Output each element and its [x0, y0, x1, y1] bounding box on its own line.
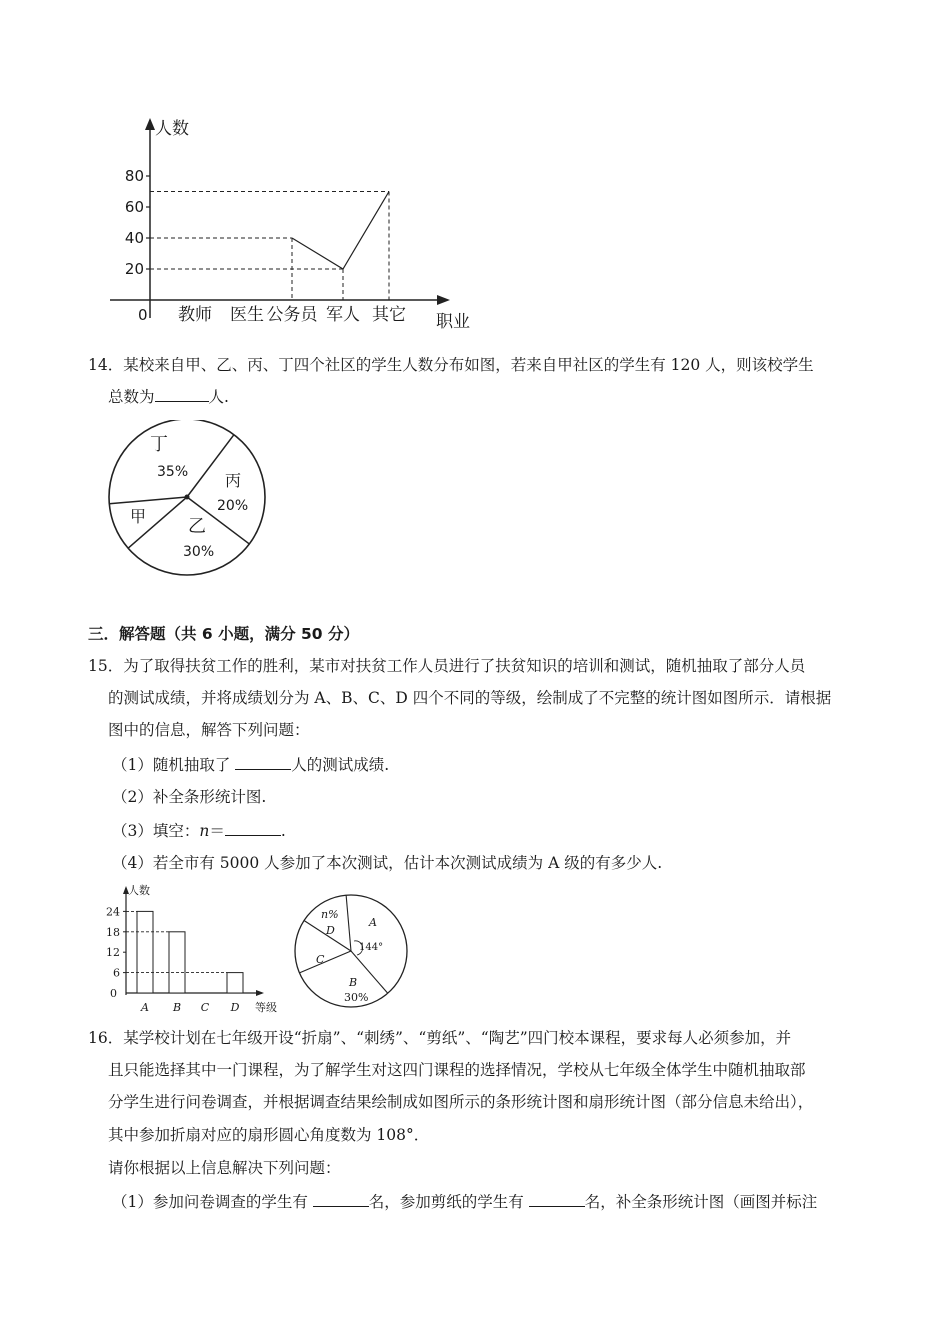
- occupation-line-chart: [100, 110, 490, 335]
- slice-label-d-percent: n%: [321, 908, 339, 921]
- answer-blank[interactable]: [235, 754, 291, 770]
- origin-label: 0: [138, 306, 148, 324]
- question-text: 名，补全条形统计图（画图并标注: [584, 1193, 818, 1211]
- variable-n: n: [199, 822, 210, 840]
- grade-pie-chart: [293, 893, 413, 1013]
- y-tick-label: 24: [106, 905, 120, 919]
- question-text: 总数为: [108, 388, 155, 406]
- question-16-line2: 且只能选择其中一门课程，为了解学生对这四门课程的选择情况，学校从七年级全体学生中随机抽取部: [108, 1061, 806, 1079]
- question-16-line1: [88, 1028, 791, 1048]
- x-axis-label: 职业: [436, 312, 470, 332]
- slice-label-b: B: [349, 976, 358, 989]
- question-15-sub2: （2）补全条形统计图.: [112, 788, 267, 806]
- x-category-label: 军人: [326, 305, 360, 325]
- question-15-line3: 图中的信息，解答下列问题：: [108, 721, 310, 739]
- x-axis-label: 等级: [255, 1001, 277, 1014]
- answer-blank[interactable]: [155, 386, 209, 402]
- y-tick-label: 80: [124, 167, 144, 185]
- question-number: 15．: [88, 657, 124, 675]
- data-line: [292, 192, 389, 270]
- question-15-sub3: [112, 820, 286, 841]
- slice-percent-yi: 30%: [183, 544, 215, 560]
- question-15-line1: [88, 656, 805, 676]
- y-axis-label: 人数: [128, 884, 150, 897]
- slice-label-b-percent: 30%: [344, 991, 369, 1004]
- answer-blank[interactable]: [529, 1191, 585, 1207]
- grade-bar-chart: [100, 880, 290, 1015]
- slice-percent-bing: 20%: [217, 498, 249, 514]
- question-text: （1）参加问卷调查的学生有: [112, 1193, 313, 1211]
- question-number: 16．: [88, 1029, 124, 1047]
- slice-label-ding: 丁: [150, 434, 168, 455]
- community-pie-chart: [105, 420, 270, 585]
- x-category-label: D: [230, 1001, 240, 1014]
- section-title: 三．解答题（共 6 小题，满分 50 分）: [88, 625, 359, 643]
- question-text: （3）填空：: [112, 822, 200, 840]
- y-tick-label: 40: [124, 229, 144, 247]
- y-tick-label: 12: [106, 946, 120, 960]
- pie-center: [185, 495, 190, 500]
- x-category-label: A: [141, 1001, 149, 1014]
- slice-label-jia: 甲: [130, 507, 147, 526]
- question-16-line4: 其中参加折扇对应的扇形圆心角度数为 108°．: [108, 1126, 430, 1144]
- x-category-label: C: [200, 1001, 210, 1014]
- question-text: 为了取得扶贫工作的胜利，某市对扶贫工作人员进行了扶贫知识的培训和测试，随机抽取了部分人员: [123, 657, 806, 675]
- y-tick-label: 20: [124, 260, 144, 278]
- slice-label-yi: 乙: [188, 516, 206, 537]
- x-category-label: 其它: [372, 305, 406, 325]
- x-axis-arrow: [256, 990, 264, 996]
- x-category-label: 医生: [230, 305, 264, 325]
- x-axis-arrow: [437, 295, 450, 305]
- y-axis-label: 人数: [155, 119, 189, 139]
- question-number: 14．: [88, 356, 124, 374]
- y-axis-arrow: [145, 118, 155, 130]
- x-category-label: 教师: [178, 305, 212, 325]
- bar: [169, 932, 185, 993]
- slice-label-c: C: [316, 953, 325, 966]
- y-tick-label: 60: [124, 198, 144, 216]
- slice-percent-ding: 35%: [157, 464, 189, 480]
- x-category-label: B: [172, 1001, 182, 1014]
- question-text: 某学校计划在七年级开设“折扇”、“刺绣”、“剪纸”、“陶艺”四门校本课程，要求每人必须参加，并: [123, 1029, 792, 1047]
- question-16-line5: 请你根据以上信息解决下列问题：: [108, 1159, 341, 1177]
- slice-label-bing: 丙: [225, 471, 242, 490]
- bar: [227, 973, 243, 993]
- bar: [137, 911, 153, 993]
- slice-label-a-angle: 144°: [359, 942, 384, 953]
- question-14-line2: [108, 386, 229, 407]
- question-text: （1）随机抽取了: [112, 756, 236, 774]
- question-15-sub1: [112, 754, 389, 775]
- slice-boundary: [109, 497, 187, 504]
- question-text: ＝: [209, 822, 225, 840]
- question-14-line1: [88, 355, 814, 375]
- question-16-sub1: [112, 1191, 817, 1212]
- slice-label-a: A: [369, 916, 377, 929]
- question-text: 某校来自甲、乙、丙、丁四个社区的学生人数分布如图，若来自甲社区的学生有 120 人，则该校学生: [123, 356, 814, 374]
- question-text: 人的测试成绩.: [291, 756, 390, 774]
- question-15-sub4: （4）若全市有 5000 人参加了本次测试，估计本次测试成绩为 A 级的有多少人.: [112, 854, 663, 872]
- slice-boundary: [299, 951, 351, 973]
- y-tick-label: 18: [106, 925, 120, 939]
- question-16-line3: 分学生进行问卷调查，并根据调查结果绘制成如图所示的条形统计图和扇形统计图（部分信息未给出），: [108, 1093, 814, 1111]
- answer-blank[interactable]: [225, 820, 281, 836]
- question-text: 名，参加剪纸的学生有: [368, 1193, 529, 1211]
- question-text: 人.: [208, 388, 229, 406]
- x-category-label: 公务员: [266, 305, 318, 325]
- slice-boundary: [346, 895, 351, 951]
- question-text: .: [280, 822, 286, 840]
- slice-label-d: D: [326, 924, 335, 937]
- y-tick-label: 6: [113, 966, 120, 980]
- question-15-line2: 的测试成绩，并将成绩划分为 A、B、C、D 四个不同的等级，绘制成了不完整的统计图如图所示．请根据: [108, 689, 832, 707]
- origin-label: 0: [110, 987, 117, 1000]
- answer-blank[interactable]: [313, 1191, 369, 1207]
